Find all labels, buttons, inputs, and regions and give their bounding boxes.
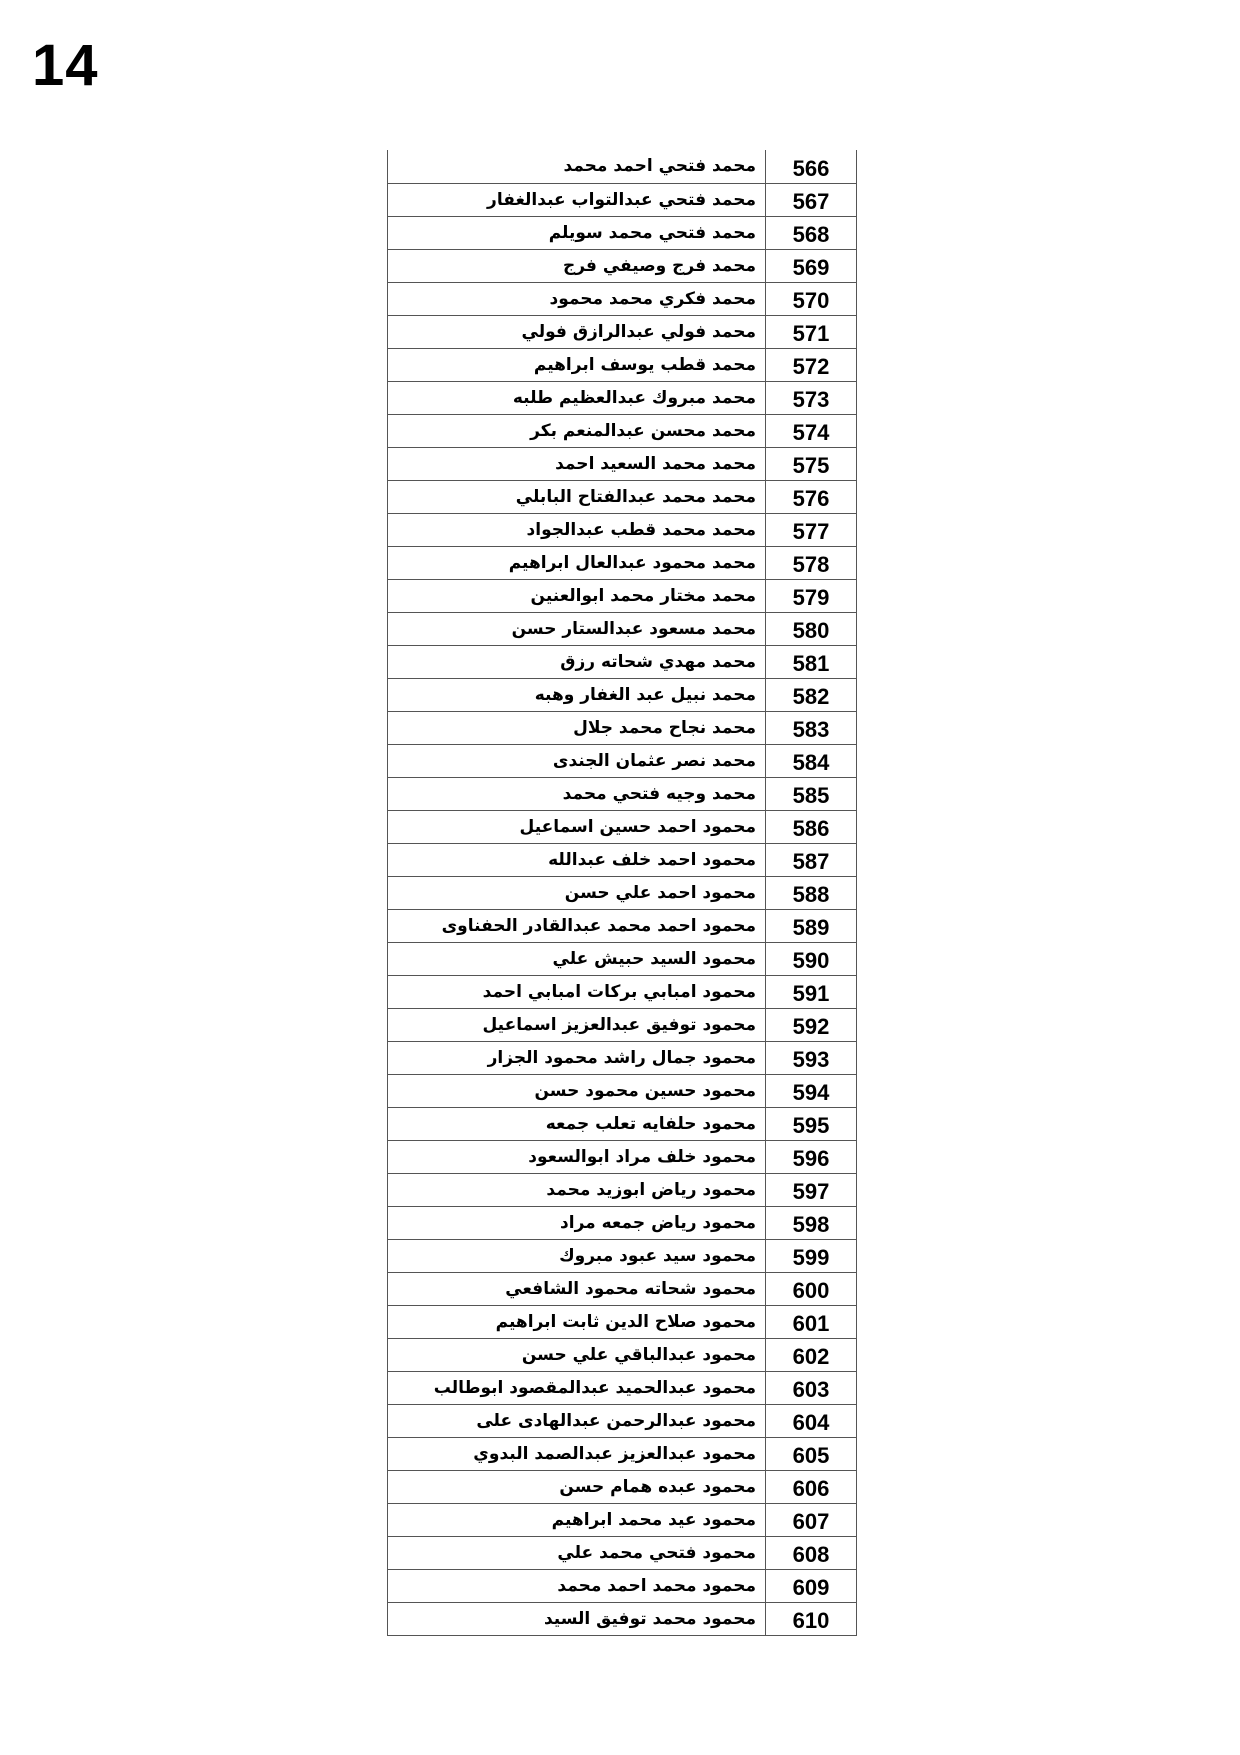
serial-number-cell: 573 — [766, 381, 857, 414]
table-row — [388, 1008, 857, 1041]
table-row — [388, 1206, 857, 1239]
table-row — [388, 183, 857, 216]
serial-number-cell: 581 — [766, 645, 857, 678]
table-row — [388, 546, 857, 579]
person-name-cell: محمود شحاته محمود الشافعي — [388, 1272, 766, 1305]
person-name-cell: محمود عبدالعزيز عبدالصمد البدوي — [388, 1437, 766, 1470]
table-row — [388, 513, 857, 546]
person-name-cell: محمد محسن عبدالمنعم بكر — [388, 414, 766, 447]
person-name-cell: محمد محمد عبدالفتاح البابلي — [388, 480, 766, 513]
table-row — [388, 612, 857, 645]
table-row — [388, 150, 857, 183]
serial-number-cell: 586 — [766, 810, 857, 843]
table-row — [388, 1470, 857, 1503]
person-name-cell: محمد وجيه فتحي محمد — [388, 777, 766, 810]
serial-number-cell: 570 — [766, 282, 857, 315]
table-row — [388, 1272, 857, 1305]
person-name-cell: محمد فتحي محمد سويلم — [388, 216, 766, 249]
table-row — [388, 1536, 857, 1569]
table-row — [388, 480, 857, 513]
serial-number-cell: 569 — [766, 249, 857, 282]
person-name-cell: محمود رياض جمعه مراد — [388, 1206, 766, 1239]
person-name-cell: محمود السيد حبيش علي — [388, 942, 766, 975]
table-row — [388, 1107, 857, 1140]
table-row — [388, 579, 857, 612]
serial-number-cell: 584 — [766, 744, 857, 777]
table-row — [388, 282, 857, 315]
table-row — [388, 645, 857, 678]
serial-number-cell: 568 — [766, 216, 857, 249]
serial-number-cell: 595 — [766, 1107, 857, 1140]
person-name-cell: محمود فتحي محمد علي — [388, 1536, 766, 1569]
serial-number-cell: 602 — [766, 1338, 857, 1371]
serial-number-cell: 608 — [766, 1536, 857, 1569]
serial-number-cell: 574 — [766, 414, 857, 447]
serial-number-cell: 566 — [766, 150, 857, 183]
serial-number-cell: 600 — [766, 1272, 857, 1305]
serial-number-cell: 607 — [766, 1503, 857, 1536]
serial-number-cell: 577 — [766, 513, 857, 546]
table-row — [388, 414, 857, 447]
serial-number-cell: 582 — [766, 678, 857, 711]
person-name-cell: محمود عبدالحميد عبدالمقصود ابوطالب — [388, 1371, 766, 1404]
serial-number-cell: 576 — [766, 480, 857, 513]
serial-number-cell: 603 — [766, 1371, 857, 1404]
table-row — [388, 216, 857, 249]
person-name-cell: محمد نبيل عبد الغفار وهبه — [388, 678, 766, 711]
table-row — [388, 1602, 857, 1635]
person-name-cell: محمد فكري محمد محمود — [388, 282, 766, 315]
person-name-cell: محمد نصر عثمان الجندى — [388, 744, 766, 777]
person-name-cell: محمد مهدي شحاته رزق — [388, 645, 766, 678]
table-row — [388, 1437, 857, 1470]
table-row — [388, 1239, 857, 1272]
person-name-cell: محمد فرج وصيفي فرج — [388, 249, 766, 282]
table-row — [388, 1305, 857, 1338]
table-row — [388, 1404, 857, 1437]
names-table-body — [388, 150, 857, 1635]
table-row — [388, 447, 857, 480]
person-name-cell: محمود امبابي بركات امبابي احمد — [388, 975, 766, 1008]
person-name-cell: محمد محمد قطب عبدالجواد — [388, 513, 766, 546]
person-name-cell: محمود محمد توفيق السيد — [388, 1602, 766, 1635]
person-name-cell: محمد نجاح محمد جلال — [388, 711, 766, 744]
table-row — [388, 777, 857, 810]
serial-number-cell: 596 — [766, 1140, 857, 1173]
table-row — [388, 843, 857, 876]
table-row — [388, 1569, 857, 1602]
person-name-cell: محمود احمد محمد عبدالقادر الحفناوى — [388, 909, 766, 942]
serial-number-cell: 609 — [766, 1569, 857, 1602]
person-name-cell: محمود سيد عبود مبروك — [388, 1239, 766, 1272]
person-name-cell: محمود حلفايه تعلب جمعه — [388, 1107, 766, 1140]
serial-number-cell: 610 — [766, 1602, 857, 1635]
serial-number-cell: 589 — [766, 909, 857, 942]
serial-number-cell: 587 — [766, 843, 857, 876]
person-name-cell: محمود صلاح الدين ثابت ابراهيم — [388, 1305, 766, 1338]
serial-number-cell: 567 — [766, 183, 857, 216]
person-name-cell: محمود عبده همام حسن — [388, 1470, 766, 1503]
table-row — [388, 381, 857, 414]
table-row — [388, 348, 857, 381]
person-name-cell: محمود رياض ابوزيد محمد — [388, 1173, 766, 1206]
serial-number-cell: 579 — [766, 579, 857, 612]
page-number: 14 — [32, 33, 99, 98]
person-name-cell: محمود عبدالرحمن عبدالهادى على — [388, 1404, 766, 1437]
table-row — [388, 876, 857, 909]
table-row — [388, 1371, 857, 1404]
names-table — [387, 150, 857, 1636]
serial-number-cell: 604 — [766, 1404, 857, 1437]
person-name-cell: محمود عبدالباقي علي حسن — [388, 1338, 766, 1371]
serial-number-cell: 583 — [766, 711, 857, 744]
person-name-cell: محمود خلف مراد ابوالسعود — [388, 1140, 766, 1173]
person-name-cell: محمد مختار محمد ابوالعنين — [388, 579, 766, 612]
serial-number-cell: 588 — [766, 876, 857, 909]
table-row — [388, 711, 857, 744]
person-name-cell: محمد فتحي عبدالتواب عبدالغفار — [388, 183, 766, 216]
serial-number-cell: 591 — [766, 975, 857, 1008]
person-name-cell: محمد فولي عبدالرازق فولي — [388, 315, 766, 348]
table-row — [388, 1503, 857, 1536]
table-row — [388, 249, 857, 282]
person-name-cell: محمود جمال راشد محمود الجزار — [388, 1041, 766, 1074]
table-row — [388, 942, 857, 975]
person-name-cell: محمود محمد احمد محمد — [388, 1569, 766, 1602]
person-name-cell: محمد محمد السعيد احمد — [388, 447, 766, 480]
table-row — [388, 810, 857, 843]
serial-number-cell: 580 — [766, 612, 857, 645]
table-row — [388, 1041, 857, 1074]
person-name-cell: محمود احمد علي حسن — [388, 876, 766, 909]
person-name-cell: محمود توفيق عبدالعزيز اسماعيل — [388, 1008, 766, 1041]
serial-number-cell: 594 — [766, 1074, 857, 1107]
serial-number-cell: 578 — [766, 546, 857, 579]
person-name-cell: محمد محمود عبدالعال ابراهيم — [388, 546, 766, 579]
person-name-cell: محمود عيد محمد ابراهيم — [388, 1503, 766, 1536]
person-name-cell: محمد فتحي احمد محمد — [388, 150, 766, 183]
serial-number-cell: 575 — [766, 447, 857, 480]
table-row — [388, 1074, 857, 1107]
serial-number-cell: 599 — [766, 1239, 857, 1272]
serial-number-cell: 605 — [766, 1437, 857, 1470]
person-name-cell: محمود احمد خلف عبدالله — [388, 843, 766, 876]
serial-number-cell: 593 — [766, 1041, 857, 1074]
serial-number-cell: 590 — [766, 942, 857, 975]
table-row — [388, 1140, 857, 1173]
person-name-cell: محمود حسين محمود حسن — [388, 1074, 766, 1107]
person-name-cell: محمد مبروك عبدالعظيم طلبه — [388, 381, 766, 414]
table-row — [388, 909, 857, 942]
serial-number-cell: 597 — [766, 1173, 857, 1206]
person-name-cell: محمد مسعود عبدالستار حسن — [388, 612, 766, 645]
serial-number-cell: 598 — [766, 1206, 857, 1239]
serial-number-cell: 606 — [766, 1470, 857, 1503]
serial-number-cell: 572 — [766, 348, 857, 381]
serial-number-cell: 571 — [766, 315, 857, 348]
serial-number-cell: 601 — [766, 1305, 857, 1338]
table-row — [388, 975, 857, 1008]
table-row — [388, 1173, 857, 1206]
person-name-cell: محمد قطب يوسف ابراهيم — [388, 348, 766, 381]
table-row — [388, 744, 857, 777]
table-row — [388, 315, 857, 348]
serial-number-cell: 585 — [766, 777, 857, 810]
serial-number-cell: 592 — [766, 1008, 857, 1041]
person-name-cell: محمود احمد حسين اسماعيل — [388, 810, 766, 843]
table-row — [388, 678, 857, 711]
table-row — [388, 1338, 857, 1371]
